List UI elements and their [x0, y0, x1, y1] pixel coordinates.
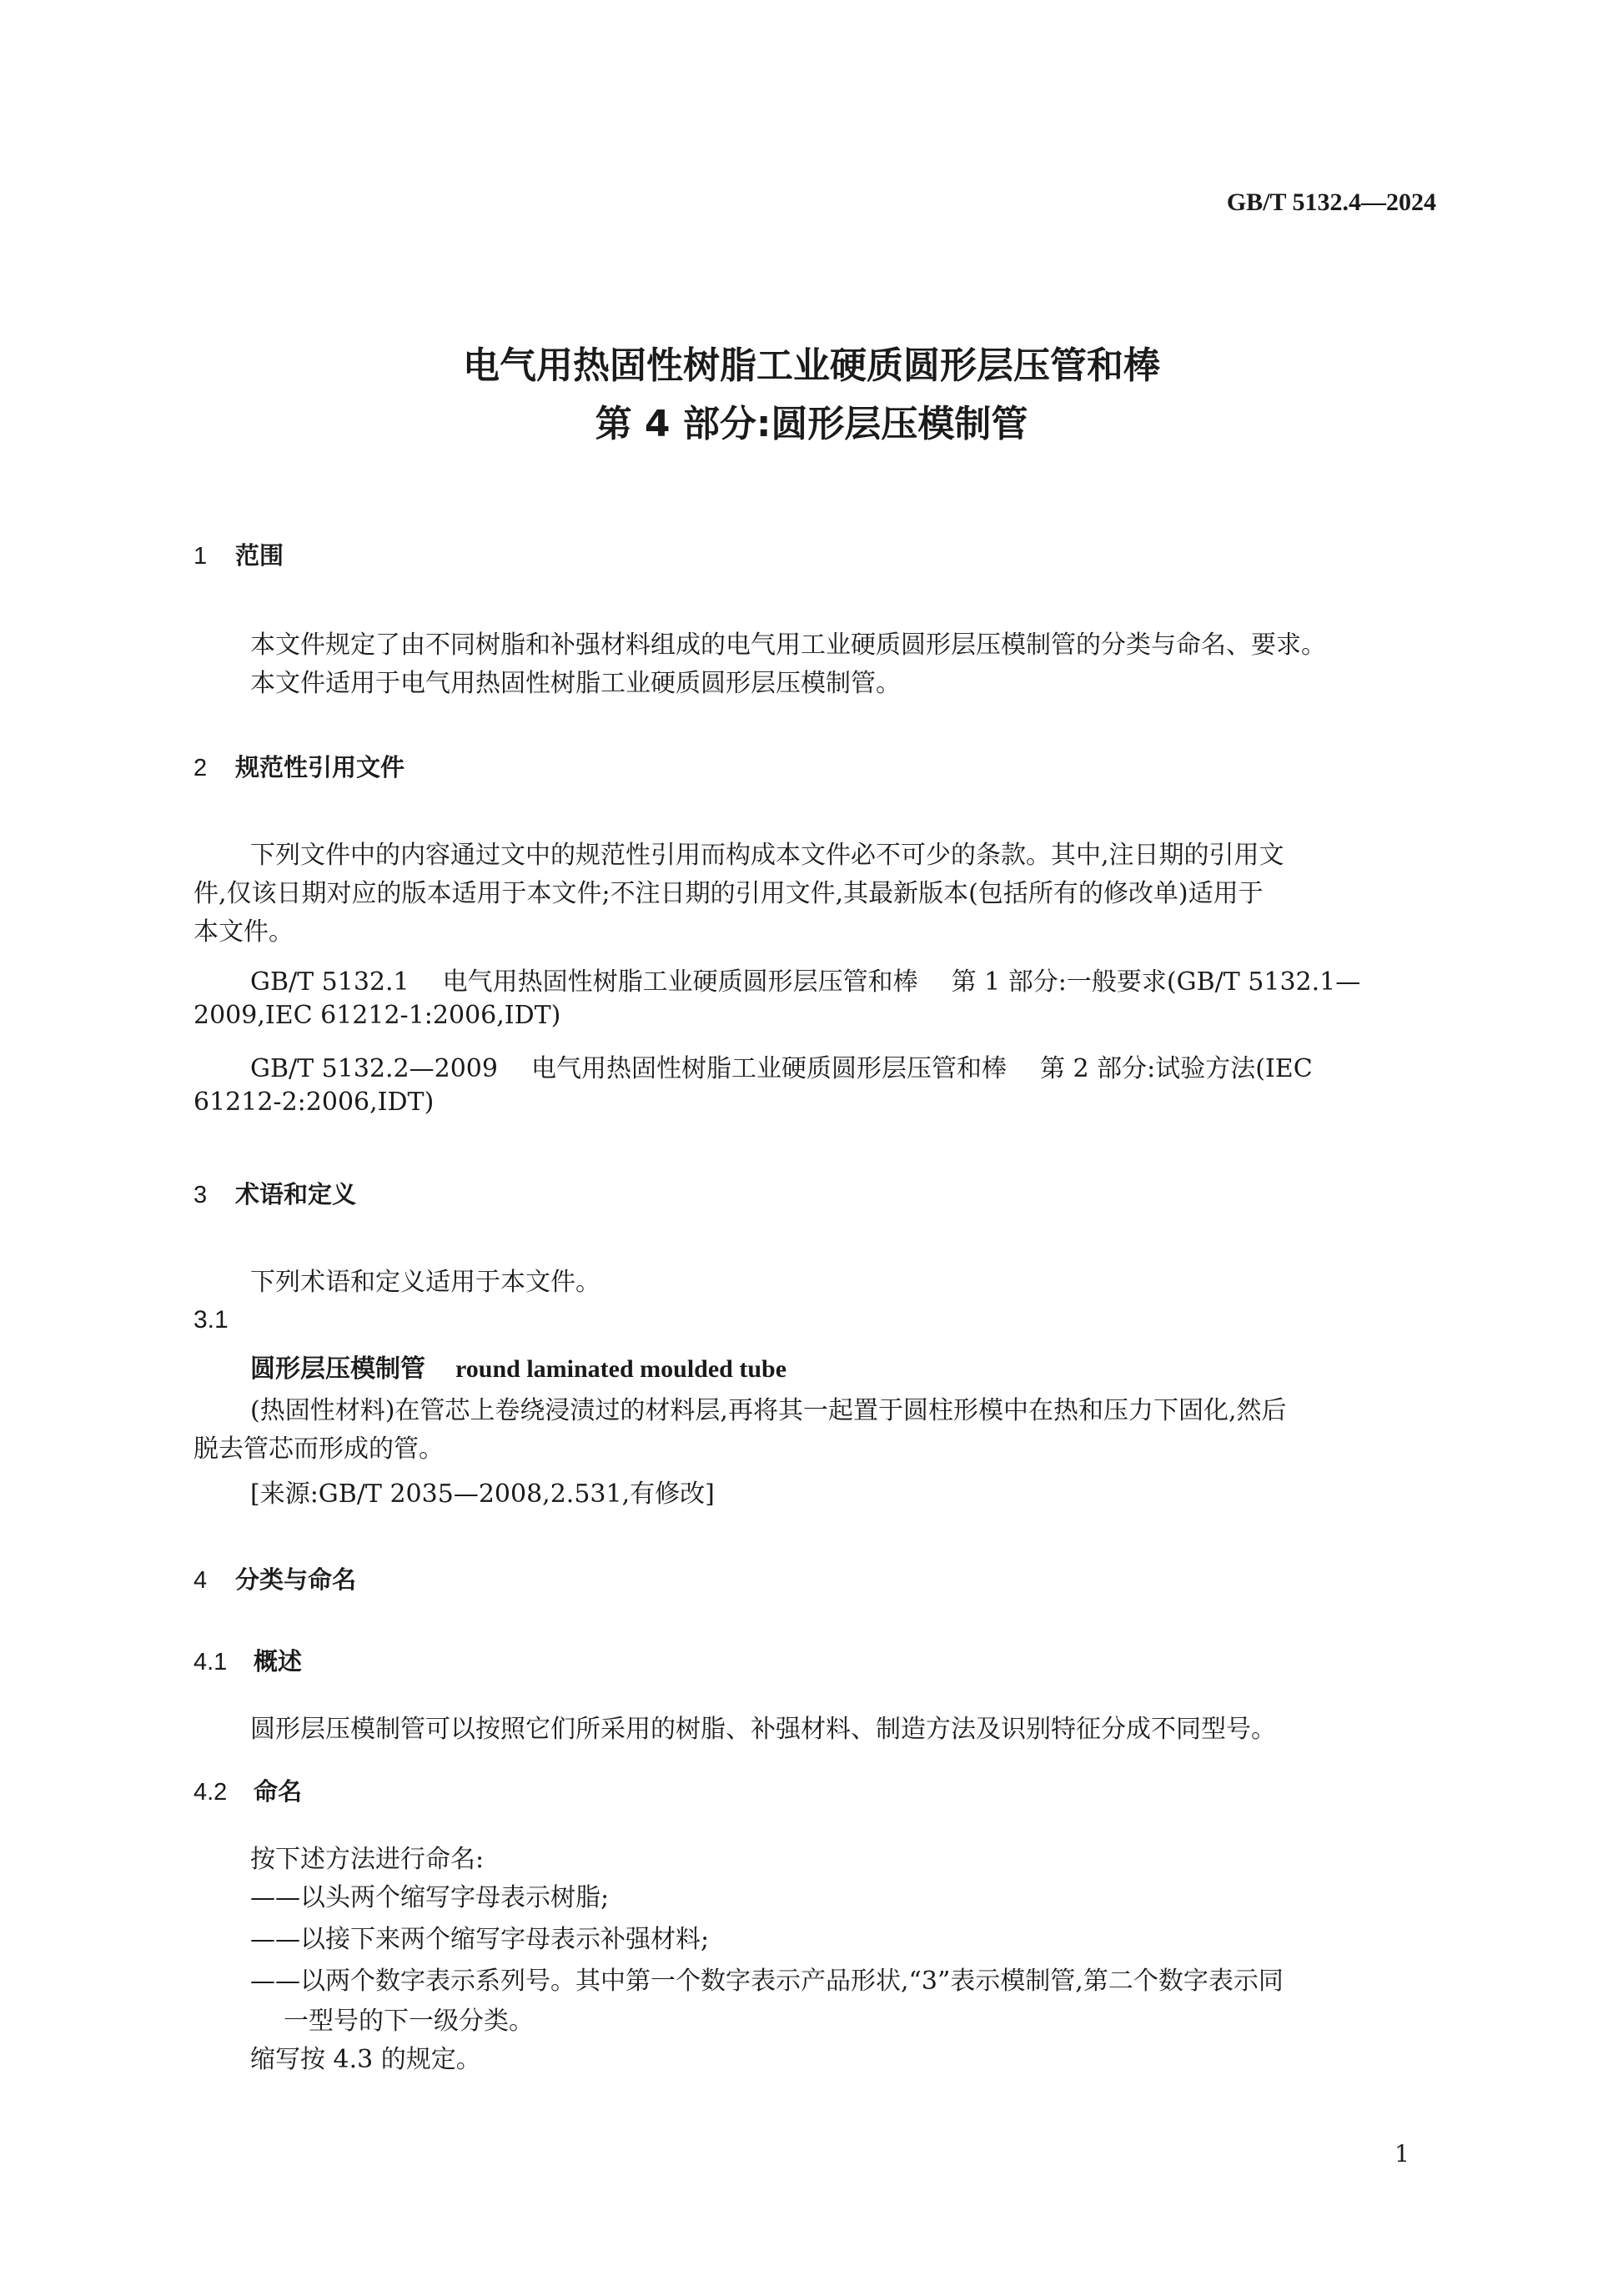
section-title: 命名 — [254, 1777, 303, 1806]
term-definition-line1: (热固性材料)在管芯上卷绕浸渍过的材料层,再将其一起置于圆柱形模中在热和压力下固化,然后 — [250, 1396, 1287, 1425]
naming-closing: 缩写按 4.3 的规定。 — [250, 2045, 481, 2074]
reference-title: 电气用热固性树脂工业硬质圆形层压管和棒 — [442, 967, 918, 997]
section-number: 4.2 — [193, 1779, 228, 1806]
reference-item-1-line2: 2009,IEC 61212-1:2006,IDT) — [193, 1001, 561, 1030]
naming-list-item-2: ——以接下来两个缩写字母表示补强材料; — [250, 1925, 710, 1954]
term-number: 3.1 — [193, 1306, 229, 1334]
scope-paragraph-2: 本文件适用于电气用热固性树脂工业硬质圆形层压模制管。 — [250, 669, 901, 698]
section-4-heading — [193, 1561, 356, 1595]
document-title-line1: 电气用热固性树脂工业硬质圆形层压管和棒 — [463, 344, 1160, 387]
reference-code: GB/T 5132.2—2009 — [250, 1054, 498, 1083]
references-intro-line2: 件,仅该日期对应的版本适用于本文件;不注日期的引用文件,其最新版本(包括所有的修改单)适用于 — [193, 879, 1264, 908]
section-4-1-heading — [193, 1643, 302, 1677]
naming-intro: 按下述方法进行命名: — [250, 1845, 485, 1874]
section-number: 4.1 — [193, 1649, 228, 1676]
section-3-heading — [193, 1176, 356, 1210]
reference-code: GB/T 5132.1 — [250, 967, 410, 997]
section-4-2-heading — [193, 1773, 302, 1807]
reference-item-1-line1 — [250, 961, 1360, 997]
section-number: 3 — [193, 1182, 208, 1208]
term-definition-line2: 脱去管芯而形成的管。 — [193, 1434, 444, 1464]
term-english: round laminated moulded tube — [455, 1355, 787, 1383]
reference-item-2-line2: 61212-2:2006,IDT) — [193, 1088, 435, 1117]
section-title: 分类与命名 — [235, 1565, 357, 1594]
section-title: 范围 — [235, 541, 284, 570]
section-title: 概述 — [254, 1647, 303, 1676]
standard-number: GB/T 5132.4—2024 — [1226, 188, 1436, 216]
section-title: 规范性引用文件 — [235, 753, 405, 781]
section-number: 4 — [193, 1567, 208, 1594]
reference-part: 第 1 部分:一般要求(GB/T 5132.1— — [951, 967, 1361, 997]
scope-paragraph-1: 本文件规定了由不同树脂和补强材料组成的电气用工业硬质圆形层压模制管的分类与命名、要求。 — [250, 631, 1326, 660]
overview-paragraph: 圆形层压模制管可以按照它们所采用的树脂、补强材料、制造方法及识别特征分成不同型号。 — [250, 1715, 1276, 1744]
section-2-heading — [193, 749, 404, 783]
document-title-line2: 第 4 部分:圆形层压模制管 — [595, 403, 1028, 445]
reference-title: 电气用热固性树脂工业硬质圆形层压管和棒 — [530, 1054, 1007, 1083]
references-intro-line3: 本文件。 — [193, 917, 294, 947]
reference-item-2-line1 — [250, 1048, 1313, 1084]
naming-list-item-3-line1: ——以两个数字表示系列号。其中第一个数字表示产品形状,“3”表示模制管,第二个数字表示同 — [250, 1967, 1284, 1996]
naming-list-item-3-line2: 一型号的下一级分类。 — [284, 2007, 534, 2036]
term-chinese: 圆形层压模制管 — [250, 1354, 425, 1384]
terms-intro: 下列术语和定义适用于本文件。 — [250, 1268, 600, 1297]
term-source: [来源:GB/T 2035—2008,2.531,有修改] — [250, 1480, 715, 1509]
page-number: 1 — [1394, 2140, 1409, 2168]
section-number: 1 — [193, 543, 208, 570]
section-number: 2 — [193, 755, 208, 781]
references-intro-line1: 下列文件中的内容通过文中的规范性引用而构成本文件必不可少的条款。其中,注日期的引用文 — [250, 841, 1284, 870]
reference-part: 第 2 部分:试验方法(IEC — [1039, 1054, 1313, 1083]
section-1-heading — [193, 537, 284, 571]
term-entry — [250, 1348, 786, 1384]
section-title: 术语和定义 — [235, 1180, 357, 1208]
naming-list-item-1: ——以头两个缩写字母表示树脂; — [250, 1883, 610, 1912]
